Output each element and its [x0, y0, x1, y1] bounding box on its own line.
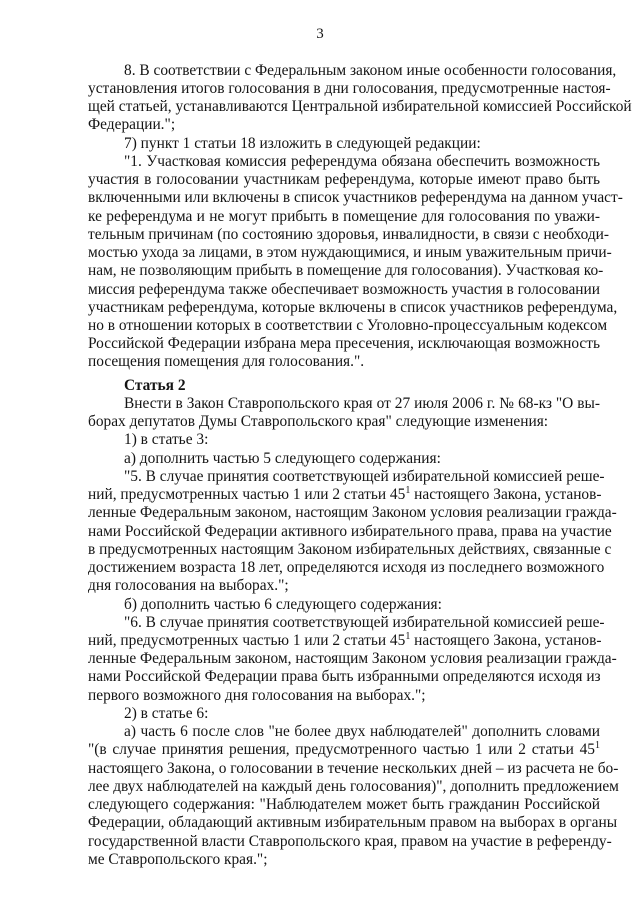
text-line: 8. В соответствии с Федеральным законом иные особенности голосования,: [124, 62, 617, 79]
text-line: участия в голосовании участникам референдума, которые имеют право быть: [88, 171, 600, 188]
text-line: миссия референдума также обеспечивает возможность участия в голосовании: [88, 281, 600, 298]
superscript: 1: [595, 740, 600, 751]
text-line: но в отношении которых в соответствии с Уголовно-процессуальным кодексом: [88, 317, 608, 334]
text-line: включенными или включены в список участников референдума на данном участ-: [88, 189, 623, 206]
text-line: ке референдума и не могут прибыть в помещение для голосования по уважи-: [88, 208, 600, 225]
text-line: мостью ухода за лицами, в этом нуждающимися, и иным уважительным причи-: [88, 244, 612, 261]
text-line: 7) пункт 1 статьи 18 изложить в следующей редакции:: [124, 135, 481, 152]
text-segment: настоящего Закона, установ-: [410, 486, 602, 503]
text-line: нами Российской Федерации активного избирательного права, права на участие: [88, 523, 612, 540]
article-heading: Статья 2: [124, 377, 186, 394]
text-line-with-superscript: [88, 486, 600, 504]
text-line: "5. В случае принятия соответствующей избирательной комиссией реше-: [124, 468, 605, 485]
text-line: участникам референдума, которые включены в список участников референдума,: [88, 299, 618, 316]
text-line: борах депутатов Думы Ставропольского края" следующие изменения:: [88, 413, 549, 430]
text-line: щей статьей, устанавливаются Центральной избирательной комиссией Российской: [88, 98, 632, 115]
text-line: Внести в Закон Ставропольского края от 27 июля 2006 г. № 68-кз "О вы-: [124, 395, 600, 412]
text-line: "6. В случае принятия соответствующей избирательной комиссией реше-: [124, 614, 605, 631]
text-line: 2) в статье 6:: [124, 705, 209, 722]
text-line: ленные Федеральным законом, настоящим Законом условия реализации гражда-: [88, 650, 617, 667]
text-line: тельным причинам (по состоянию здоровья, инвалидности, в связи с необходи-: [88, 226, 610, 243]
superscript: 1: [405, 485, 411, 496]
text-line-with-superscript: [88, 632, 600, 650]
text-line: 1) в статье 3:: [124, 431, 209, 448]
superscript: 1: [405, 631, 411, 642]
text-line: б) дополнить частью 6 следующего содержания:: [124, 596, 442, 613]
text-line: Федерации.";: [88, 116, 176, 133]
text-line: нами Российской Федерации права быть избранными определяются исходя из: [88, 668, 601, 685]
page-number: 3: [316, 26, 324, 42]
text-line: лее двух наблюдателей на каждый день голосования)", дополнить предложением: [88, 778, 619, 795]
text-line: Федерации, обладающий активным избирательным правом на выборах в органы: [88, 814, 618, 831]
text-segment: ний, предусмотренных частью 1 или 2 статьи 45: [88, 486, 406, 503]
text-line: Российской Федерации избрана мера пресечения, исключающая возможность: [88, 335, 600, 352]
text-line: первого возможного дня голосования на выборах.";: [88, 687, 426, 704]
text-line: а) дополнить частью 5 следующего содержания:: [124, 450, 441, 467]
text-line: дня голосования на выборах.";: [88, 577, 289, 594]
text-segment: "(в случае принятия решения, предусмотренного частью 1 или 2 статьи 45: [88, 741, 595, 758]
text-line: достижением возраста 18 лет, определяются исходя из последнего возможного: [88, 559, 605, 576]
text-line: государственной власти Ставропольского края, правом на участие в референду-: [88, 833, 612, 850]
text-line: ленные Федеральным законом, настоящим Законом условия реализации гражда-: [88, 504, 617, 521]
text-line: "1. Участковая комиссия референдума обязана обеспечить возможность: [124, 153, 600, 170]
text-segment: ний, предусмотренных частью 1 или 2 статьи 45: [88, 632, 406, 649]
text-segment: настоящего Закона, установ-: [410, 632, 602, 649]
text-line: нам, не позволяющим прибыть в помещение для голосования). Участковая ко-: [88, 262, 604, 279]
text-line: посещения помещения для голосования.".: [88, 353, 365, 370]
text-line: настоящего Закона, о голосовании в течение нескольких дней – из расчета не бо-: [88, 760, 619, 777]
text-line: ме Ставропольского края.";: [88, 851, 268, 868]
text-line: в предусмотренных настоящим Законом избирательных действиях, связанные с: [88, 541, 612, 558]
text-line: а) часть 6 после слов "не более двух наблюдателей" дополнить словами: [124, 723, 600, 740]
text-line: следующего содержания: "Наблюдателем может быть гражданин Российской: [88, 796, 600, 813]
text-line-with-superscript: [88, 741, 600, 759]
text-line: установления итогов голосования в дни голосования, предусмотренные настоя-: [88, 80, 611, 97]
